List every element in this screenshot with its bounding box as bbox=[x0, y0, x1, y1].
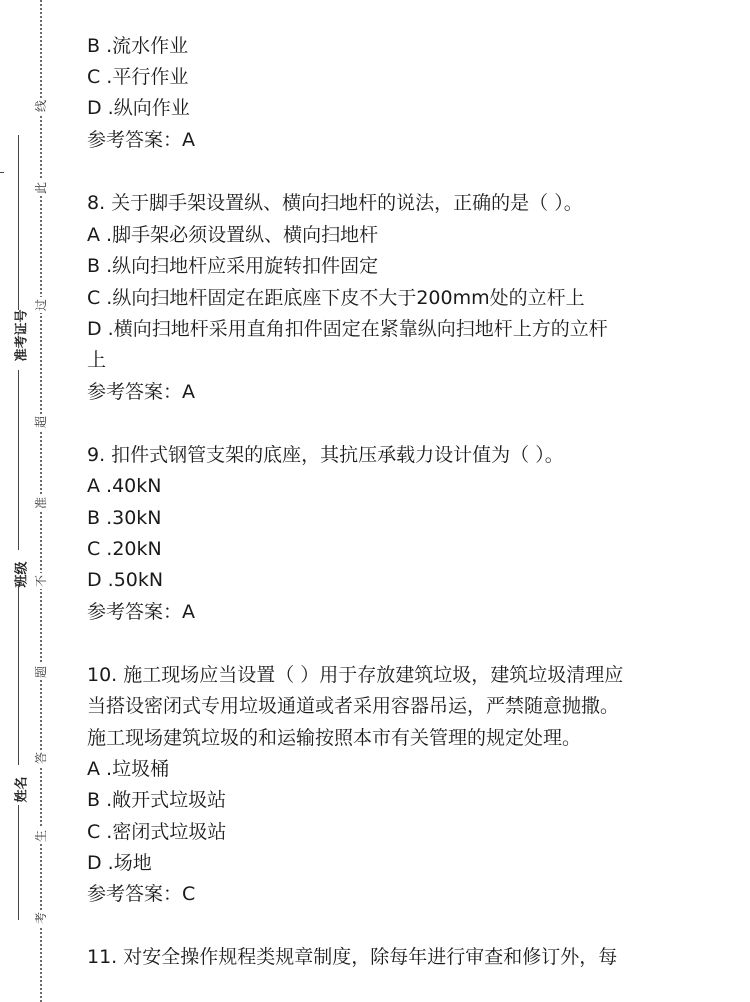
answer-line: 参考答案：A bbox=[87, 129, 195, 151]
option-line: D .50kN bbox=[87, 569, 164, 591]
margin-char: 过 bbox=[34, 299, 48, 312]
question-line: 9. 扣件式钢管支架的底座，其抗压承载力设计值为（ ）。 bbox=[87, 444, 564, 466]
option-line: D .场地 bbox=[87, 852, 152, 874]
option-line: 上 bbox=[87, 349, 107, 371]
name-label: 姓名 bbox=[14, 776, 30, 803]
margin-tick bbox=[0, 172, 4, 173]
question-line: 当搭设密闭式专用垃圾通道或者采用容器吊运，严禁随意抛撒。 bbox=[87, 695, 620, 717]
field-underline bbox=[18, 135, 19, 310]
field-underline bbox=[18, 805, 19, 920]
option-line: D .横向扫地杆采用直角扣件固定在紧靠纵向扫地杆上方的立杆 bbox=[87, 318, 608, 340]
margin-char: 超 bbox=[34, 416, 48, 429]
option-line: B .30kN bbox=[87, 507, 162, 529]
question-line: 10. 施工现场应当设置（ ）用于存放建筑垃圾，建筑垃圾清理应 bbox=[87, 664, 624, 686]
option-line: A .40kN bbox=[87, 475, 162, 497]
exam-number-label: 准考证号 bbox=[14, 309, 30, 362]
field-underline bbox=[18, 370, 19, 550]
option-line: B .纵向扫地杆应采用旋转扣件固定 bbox=[87, 255, 379, 277]
binding-margin bbox=[0, 0, 70, 1002]
answer-line: 参考答案：A bbox=[87, 381, 195, 403]
question-line: 11. 对安全操作规程类规章制度，除每年进行审查和修订外，每 bbox=[87, 946, 618, 968]
margin-char: 此 bbox=[34, 182, 48, 195]
option-line: A .脚手架必须设置纵、横向扫地杆 bbox=[87, 224, 379, 246]
field-underline bbox=[18, 585, 19, 765]
option-line: B .敞开式垃圾站 bbox=[87, 789, 227, 811]
margin-char: 考 bbox=[34, 912, 48, 925]
margin-char: 不 bbox=[34, 575, 48, 588]
class-label: 班级 bbox=[14, 561, 30, 588]
answer-line: 参考答案：C bbox=[87, 883, 196, 905]
margin-char: 答 bbox=[34, 752, 48, 765]
answer-line: 参考答案：A bbox=[87, 601, 195, 623]
question-line: 8. 关于脚手架设置纵、横向扫地杆的说法，正确的是（ ）。 bbox=[87, 192, 583, 214]
option-line: B .流水作业 bbox=[87, 35, 189, 57]
margin-char: 题 bbox=[34, 666, 48, 679]
option-line: C .纵向扫地杆固定在距底座下皮不大于200mm处的立杆上 bbox=[87, 287, 585, 309]
option-line: A .垃圾桶 bbox=[87, 758, 170, 780]
option-line: C .密闭式垃圾站 bbox=[87, 821, 227, 843]
margin-char: 生 bbox=[34, 830, 48, 843]
question-line: 施工现场建筑垃圾的和运输按照本市有关管理的规定处理。 bbox=[87, 727, 582, 749]
option-line: C .平行作业 bbox=[87, 66, 189, 88]
margin-char: 准 bbox=[34, 497, 48, 510]
option-line: C .20kN bbox=[87, 538, 162, 560]
option-line: D .纵向作业 bbox=[87, 97, 190, 119]
margin-char: 线 bbox=[34, 100, 48, 113]
